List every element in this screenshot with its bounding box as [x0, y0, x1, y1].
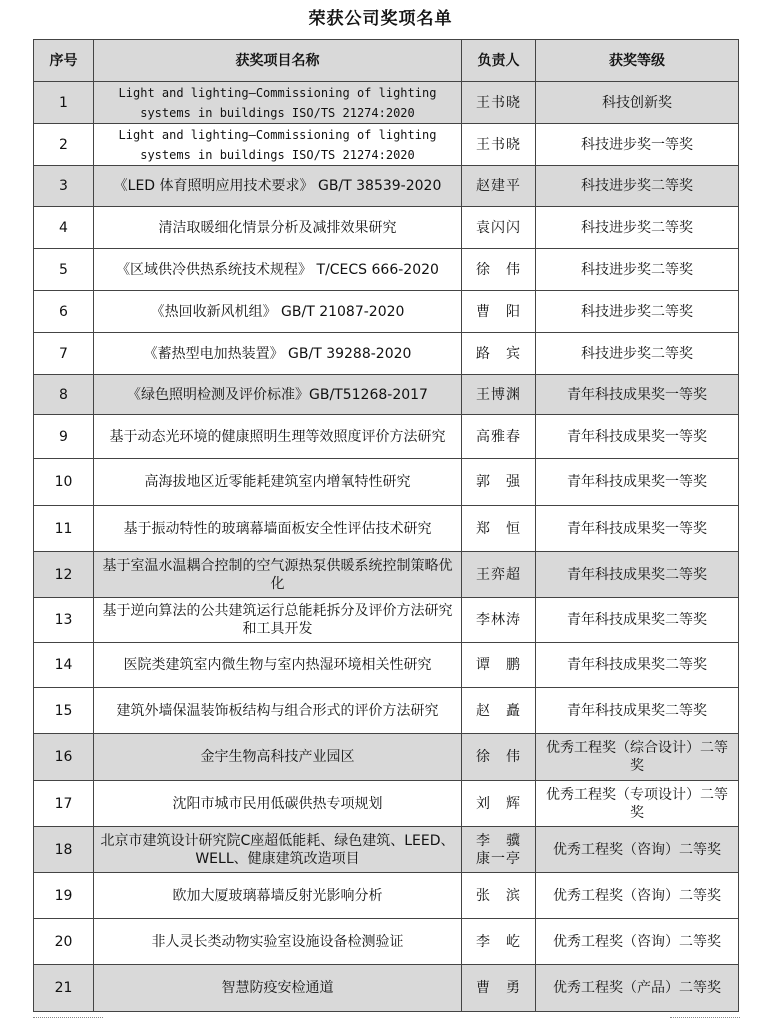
- cell-no: 13: [34, 598, 94, 643]
- cell-person: 徐 伟: [462, 734, 536, 781]
- cell-name: 金宇生物高科技产业园区: [94, 734, 462, 781]
- cell-level: 青年科技成果奖一等奖: [536, 375, 739, 415]
- table-row: [34, 459, 739, 506]
- table-row: [34, 781, 739, 827]
- table-row: [34, 82, 739, 124]
- cell-level: 青年科技成果奖一等奖: [536, 459, 739, 506]
- cell-name: 《LED 体育照明应用技术要求》 GB/T 38539-2020: [94, 166, 462, 207]
- cell-person: 王书晓: [462, 124, 536, 166]
- table-row: [34, 415, 739, 459]
- table-row: [34, 919, 739, 965]
- cell-person: 高雅春: [462, 415, 536, 459]
- cell-level: 科技进步奖二等奖: [536, 291, 739, 333]
- cell-name: 《绿色照明检测及评价标准》GB/T51268-2017: [94, 375, 462, 415]
- cell-person: 赵 矗: [462, 688, 536, 734]
- table-row: [34, 873, 739, 919]
- cell-person: 郑 恒: [462, 506, 536, 552]
- cell-no: 21: [34, 965, 94, 1012]
- table-row: [34, 552, 739, 598]
- cell-level: 优秀工程奖（专项设计）二等奖: [536, 781, 739, 827]
- table-row: [34, 207, 739, 249]
- table-header-row: [34, 40, 739, 82]
- header-name: 获奖项目名称: [94, 40, 462, 82]
- cell-level: 优秀工程奖（咨询）二等奖: [536, 873, 739, 919]
- table-row: [34, 965, 739, 1012]
- divider: [670, 1017, 740, 1018]
- cell-name: 北京市建筑设计研究院C座超低能耗、绿色建筑、LEED、WELL、健康建筑改造项目: [94, 827, 462, 873]
- cell-person: 王弈超: [462, 552, 536, 598]
- table-row: [34, 643, 739, 688]
- cell-name: 智慧防疫安检通道: [94, 965, 462, 1012]
- cell-name: 建筑外墙保温装饰板结构与组合形式的评价方法研究: [94, 688, 462, 734]
- cell-level: 优秀工程奖（咨询）二等奖: [536, 827, 739, 873]
- cell-person: 张 滨: [462, 873, 536, 919]
- cell-person: 李 骥 康一亭: [462, 827, 536, 873]
- cell-level: 青年科技成果奖二等奖: [536, 552, 739, 598]
- cell-no: 18: [34, 827, 94, 873]
- table-row: [34, 734, 739, 781]
- cell-person: 曹 阳: [462, 291, 536, 333]
- cell-level: 科技进步奖二等奖: [536, 166, 739, 207]
- cell-person: 路 宾: [462, 333, 536, 375]
- cell-person: 李 屹: [462, 919, 536, 965]
- cell-no: 3: [34, 166, 94, 207]
- cell-person: 王博渊: [462, 375, 536, 415]
- cell-no: 6: [34, 291, 94, 333]
- header-person: 负责人: [462, 40, 536, 82]
- cell-name: 基于逆向算法的公共建筑运行总能耗拆分及评价方法研究和工具开发: [94, 598, 462, 643]
- header-level: 获奖等级: [536, 40, 739, 82]
- cell-name: 医院类建筑室内微生物与室内热湿环境相关性研究: [94, 643, 462, 688]
- cell-no: 8: [34, 375, 94, 415]
- table-row: [34, 124, 739, 166]
- cell-name: 《热回收新风机组》 GB/T 21087-2020: [94, 291, 462, 333]
- table-row: [34, 249, 739, 291]
- cell-person: 李林涛: [462, 598, 536, 643]
- cell-name: 《蓄热型电加热装置》 GB/T 39288-2020: [94, 333, 462, 375]
- table-row: [34, 506, 739, 552]
- cell-no: 17: [34, 781, 94, 827]
- cell-no: 16: [34, 734, 94, 781]
- cell-person: 曹 勇: [462, 965, 536, 1012]
- cell-name: 高海拔地区近零能耗建筑室内增氧特性研究: [94, 459, 462, 506]
- cell-person: 徐 伟: [462, 249, 536, 291]
- table-row: [34, 688, 739, 734]
- cell-name: 基于室温水温耦合控制的空气源热泵供暖系统控制策略优化: [94, 552, 462, 598]
- table-row: [34, 598, 739, 643]
- cell-no: 15: [34, 688, 94, 734]
- cell-no: 14: [34, 643, 94, 688]
- cell-level: 青年科技成果奖二等奖: [536, 643, 739, 688]
- table-row: [34, 333, 739, 375]
- cell-name: 清洁取暖细化情景分析及减排效果研究: [94, 207, 462, 249]
- cell-no: 1: [34, 82, 94, 124]
- cell-person: 赵建平: [462, 166, 536, 207]
- cell-no: 2: [34, 124, 94, 166]
- page-title: 荣获公司奖项名单: [308, 9, 453, 29]
- cell-no: 5: [34, 249, 94, 291]
- cell-level: 青年科技成果奖二等奖: [536, 688, 739, 734]
- cell-level: 科技进步奖二等奖: [536, 333, 739, 375]
- cell-name: Light and lighting—Commissioning of lighting systems in buildings ISO/TS 21274:2020: [94, 124, 462, 166]
- cell-level: 优秀工程奖（综合设计）二等奖: [536, 734, 739, 781]
- cell-no: 10: [34, 459, 94, 506]
- cell-name: 欧加大厦玻璃幕墙反射光影响分析: [94, 873, 462, 919]
- table-row: [34, 375, 739, 415]
- cell-level: 科技创新奖: [536, 82, 739, 124]
- cell-level: 青年科技成果奖一等奖: [536, 415, 739, 459]
- table-row: [34, 291, 739, 333]
- cell-level: 科技进步奖一等奖: [536, 124, 739, 166]
- cell-level: 优秀工程奖（咨询）二等奖: [536, 919, 739, 965]
- cell-name: 基于振动特性的玻璃幕墙面板安全性评估技术研究: [94, 506, 462, 552]
- table-row: [34, 166, 739, 207]
- cell-no: 20: [34, 919, 94, 965]
- cell-person: 袁闪闪: [462, 207, 536, 249]
- awards-table: [33, 39, 739, 1012]
- cell-level: 科技进步奖二等奖: [536, 249, 739, 291]
- cell-name: Light and lighting—Commissioning of lighting systems in buildings ISO/TS 21274:2020: [94, 82, 462, 124]
- cell-name: 沈阳市城市民用低碳供热专项规划: [94, 781, 462, 827]
- header-no: 序号: [34, 40, 94, 82]
- cell-name: 基于动态光环境的健康照明生理等效照度评价方法研究: [94, 415, 462, 459]
- table-row: [34, 827, 739, 873]
- cell-no: 7: [34, 333, 94, 375]
- cell-name: 非人灵长类动物实验室设施设备检测验证: [94, 919, 462, 965]
- cell-level: 科技进步奖二等奖: [536, 207, 739, 249]
- cell-no: 11: [34, 506, 94, 552]
- divider: [33, 1017, 103, 1018]
- cell-no: 19: [34, 873, 94, 919]
- cell-no: 4: [34, 207, 94, 249]
- cell-no: 12: [34, 552, 94, 598]
- cell-no: 9: [34, 415, 94, 459]
- cell-person: 谭 鹏: [462, 643, 536, 688]
- cell-person: 王书晓: [462, 82, 536, 124]
- cell-name: 《区域供冷供热系统技术规程》 T/CECS 666-2020: [94, 249, 462, 291]
- cell-level: 青年科技成果奖二等奖: [536, 598, 739, 643]
- cell-person: 郭 强: [462, 459, 536, 506]
- cell-level: 优秀工程奖（产品）二等奖: [536, 965, 739, 1012]
- cell-level: 青年科技成果奖一等奖: [536, 506, 739, 552]
- cell-person: 刘 辉: [462, 781, 536, 827]
